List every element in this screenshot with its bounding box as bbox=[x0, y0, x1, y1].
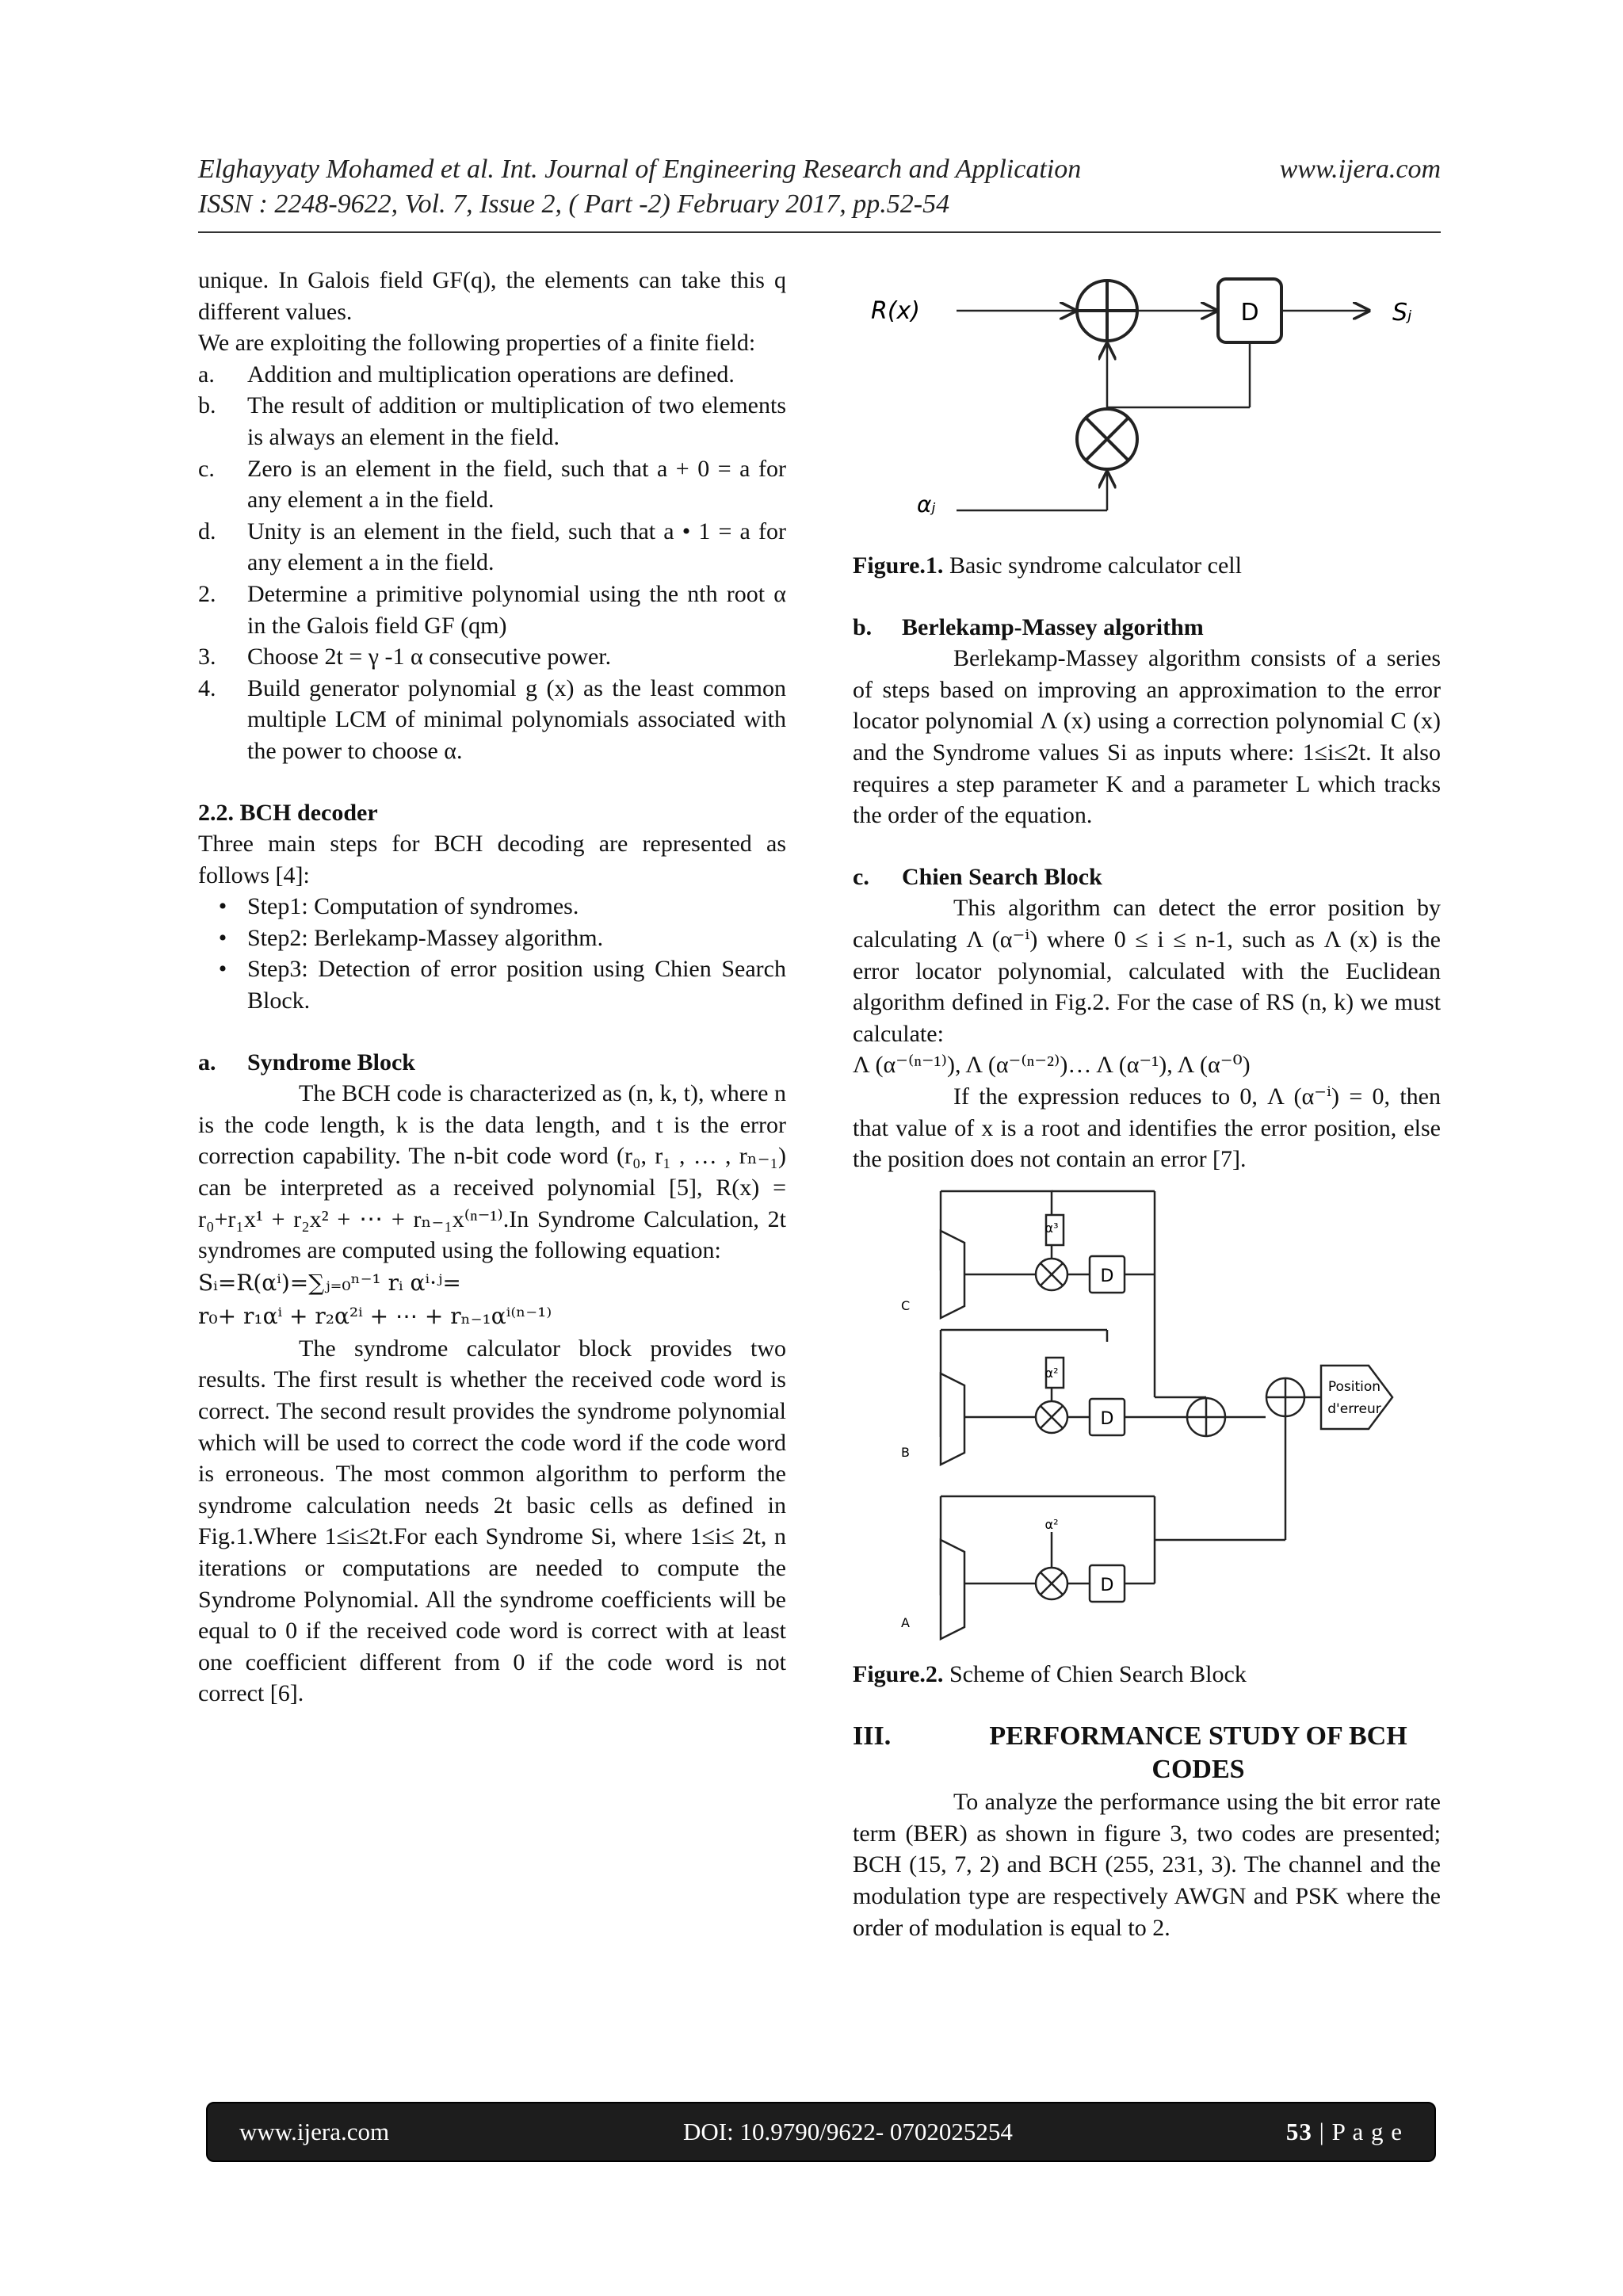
footer-doi[interactable]: DOI: 10.9790/9622- 0702025254 bbox=[683, 2118, 1013, 2145]
footer-website[interactable]: www.ijera.com bbox=[239, 2118, 390, 2145]
journal-website[interactable]: www.ijera.com bbox=[1279, 155, 1441, 184]
fig2-alpha-label-c: α³ bbox=[1044, 1220, 1059, 1236]
list-item: c. Zero is an element in the field, such that a + 0 = a for any element a in the field. bbox=[198, 455, 786, 514]
fig2-alpha-label-a: α² bbox=[1044, 1516, 1059, 1532]
bullet-icon: • bbox=[218, 893, 227, 920]
syndrome-paragraph-1: The BCH code is characterized as (n, k, t), where n is the code length, k is the data length, and t is the error correction capability. The n-bit code word (r₀, r₁ , … , rₙ₋₁) can be interpreted as a received polynomial [5], R(x) = r₀+r₁x¹ + r₂x² + ⋯ + rₙ₋₁x⁽ⁿ⁻¹⁾.In Syndrome Calculation, 2t syndromes are computed using the following equation: bbox=[198, 1080, 786, 1264]
list-item: a. Addition and multiplication operations are defined. bbox=[198, 361, 735, 388]
chien-paragraph-2: If the expression reduces to 0, Λ (α⁻ⁱ) = 0, then that value of x is a root and identifies the error position, else the position does not contain an error [7]. bbox=[853, 1083, 1441, 1173]
list-item: • Step2: Berlekamp-Massey algorithm. bbox=[198, 923, 786, 954]
fig2-delay-c: D bbox=[1100, 1266, 1114, 1286]
header-rule bbox=[198, 231, 1441, 233]
fig2-row-label-c: C bbox=[901, 1297, 911, 1313]
page-footer bbox=[206, 2102, 1436, 2162]
figure-2-caption: Figure.2. Scheme of Chien Search Block bbox=[853, 1660, 1247, 1687]
right-column bbox=[853, 265, 1441, 1943]
journal-title: Elghayyaty Mohamed et al. Int. Journal of Engineering Research and Application bbox=[198, 155, 1082, 184]
fig2-row-label-a: A bbox=[901, 1614, 910, 1630]
fig1-input-label: R(x) bbox=[871, 297, 921, 325]
left-column bbox=[198, 265, 786, 1710]
intro-paragraph-1: unique. In Galois field GF(q), the elements can take this q different values. bbox=[198, 267, 786, 325]
berlekamp-paragraph: Berlekamp-Massey algorithm consists of a series of steps based on improving an approximation to the error locator polynomial Λ (x) using a correction polynomial C (x) and the Syndrome values Si as inputs where: 1≤i≤2t. It also requires a step parameter K and a parameter L which tracks the order of the equation. bbox=[853, 645, 1441, 829]
figure-2-chien-search bbox=[893, 1183, 1400, 1659]
syndrome-equation-2: r₀+ r₁αⁱ + r₂α²ⁱ + ⋯ + rₙ₋₁αⁱ⁽ⁿ⁻¹⁾ bbox=[198, 1302, 552, 1329]
section-heading-chien: c. Chien Search Block bbox=[853, 863, 1102, 890]
figure-1-syndrome-cell bbox=[861, 265, 1432, 550]
fig1-output-label: Sⱼ bbox=[1392, 299, 1412, 327]
fig2-output-label-2: d'erreur bbox=[1327, 1400, 1381, 1417]
fig2-delay-a: D bbox=[1100, 1575, 1114, 1595]
section-heading-performance: III. PERFORMANCE STUDY OF BCH CODES bbox=[853, 1721, 1407, 1785]
list-item: 3. Choose 2t = γ -1 α consecutive power. bbox=[198, 644, 612, 670]
figure-1-caption: Figure.1. Basic syndrome calculator cell bbox=[853, 552, 1242, 579]
intro-paragraph-2: We are exploiting the following properties of a finite field: bbox=[198, 330, 756, 357]
chien-paragraph-1: This algorithm can detect the error position by calculating Λ (α⁻ⁱ) where 0 ≤ i ≤ n-1, such as Λ (x) is the error locator polynomial, calculated with the Euclidean algorithm defined in Fig.2. For the case of RS (n, k) we must calculate: bbox=[853, 895, 1441, 1047]
fig2-output-label-1: Position bbox=[1327, 1378, 1381, 1395]
section-heading-bch-decoder: 2.2. BCH decoder bbox=[198, 799, 378, 826]
list-item: 4. Build generator polynomial g (x) as the least common multiple LCM of minimal polynomials associated with the power to choose α. bbox=[198, 674, 786, 764]
list-item: • Step1: Computation of syndromes. bbox=[198, 891, 786, 923]
performance-paragraph: To analyze the performance using the bit error rate term (BER) as shown in figure 3, two codes are presented; BCH (15, 7, 2) and BCH (255, 231, 3). The channel and the modulation type are respectively AWGN and PSK where the order of modulation is equal to 2. bbox=[853, 1789, 1441, 1941]
steps-list bbox=[198, 891, 786, 1016]
journal-issn: ISSN : 2248-9622, Vol. 7, Issue 2, ( Part -2) February 2017, pp.52-54 bbox=[198, 189, 950, 219]
fig2-alpha-label-b: α² bbox=[1044, 1365, 1059, 1381]
list-item: b. The result of addition or multiplication of two elements is always an element in the field. bbox=[198, 392, 786, 450]
page-header bbox=[198, 152, 1441, 222]
list-item: 2. Determine a primitive polynomial using the nth root α in the Galois field GF (qm) bbox=[198, 580, 786, 639]
section-heading-berlekamp: b. Berlekamp-Massey algorithm bbox=[853, 613, 1204, 640]
bullet-icon: • bbox=[218, 956, 227, 983]
bullet-icon: • bbox=[218, 924, 227, 951]
chien-equation: Λ (α⁻⁽ⁿ⁻¹⁾), Λ (α⁻⁽ⁿ⁻²⁾)… Λ (α⁻¹), Λ (α⁻⁰) bbox=[853, 1052, 1251, 1079]
list-item: d. Unity is an element in the field, such that a • 1 = a for any element a in the field. bbox=[198, 518, 786, 576]
syndrome-equation-1: Sᵢ=R(αⁱ)=∑ⱼ₌₀ⁿ⁻¹ rᵢ αⁱ·ʲ= bbox=[198, 1269, 461, 1296]
properties-list bbox=[198, 359, 786, 767]
fig2-row-label-b: B bbox=[901, 1444, 910, 1460]
list-item: • Step3: Detection of error position using Chien Search Block. bbox=[198, 953, 786, 1016]
fig1-delay-label: D bbox=[1240, 299, 1259, 327]
section-heading-syndrome-block: a. Syndrome Block bbox=[198, 1049, 415, 1075]
fig1-alpha-label: αⱼ bbox=[917, 491, 936, 518]
bch-decoder-text: Three main steps for BCH decoding are represented as follows [4]: bbox=[198, 831, 786, 888]
syndrome-paragraph-2: The syndrome calculator block provides two results. The first result is whether the received code word is correct. The second result provides the syndrome polynomial which will be used to correct the code word if the code word is erroneous. The most common algorithm to perform the syndrome calculation needs 2t basic cells as defined in Fig.1.Where 1≤i≤2t.For each Syndrome Si, where 1≤i≤ 2t, n iterations or computations are needed to compute the Syndrome Polynomial. All the syndrome coefficients will be equal to 0 if the received code word is correct with at least one coefficient different from 0 if the code word is not correct [6]. bbox=[198, 1335, 786, 1707]
fig2-delay-b: D bbox=[1100, 1408, 1114, 1429]
footer-page-number: 53 | P a g e bbox=[1285, 2118, 1403, 2145]
